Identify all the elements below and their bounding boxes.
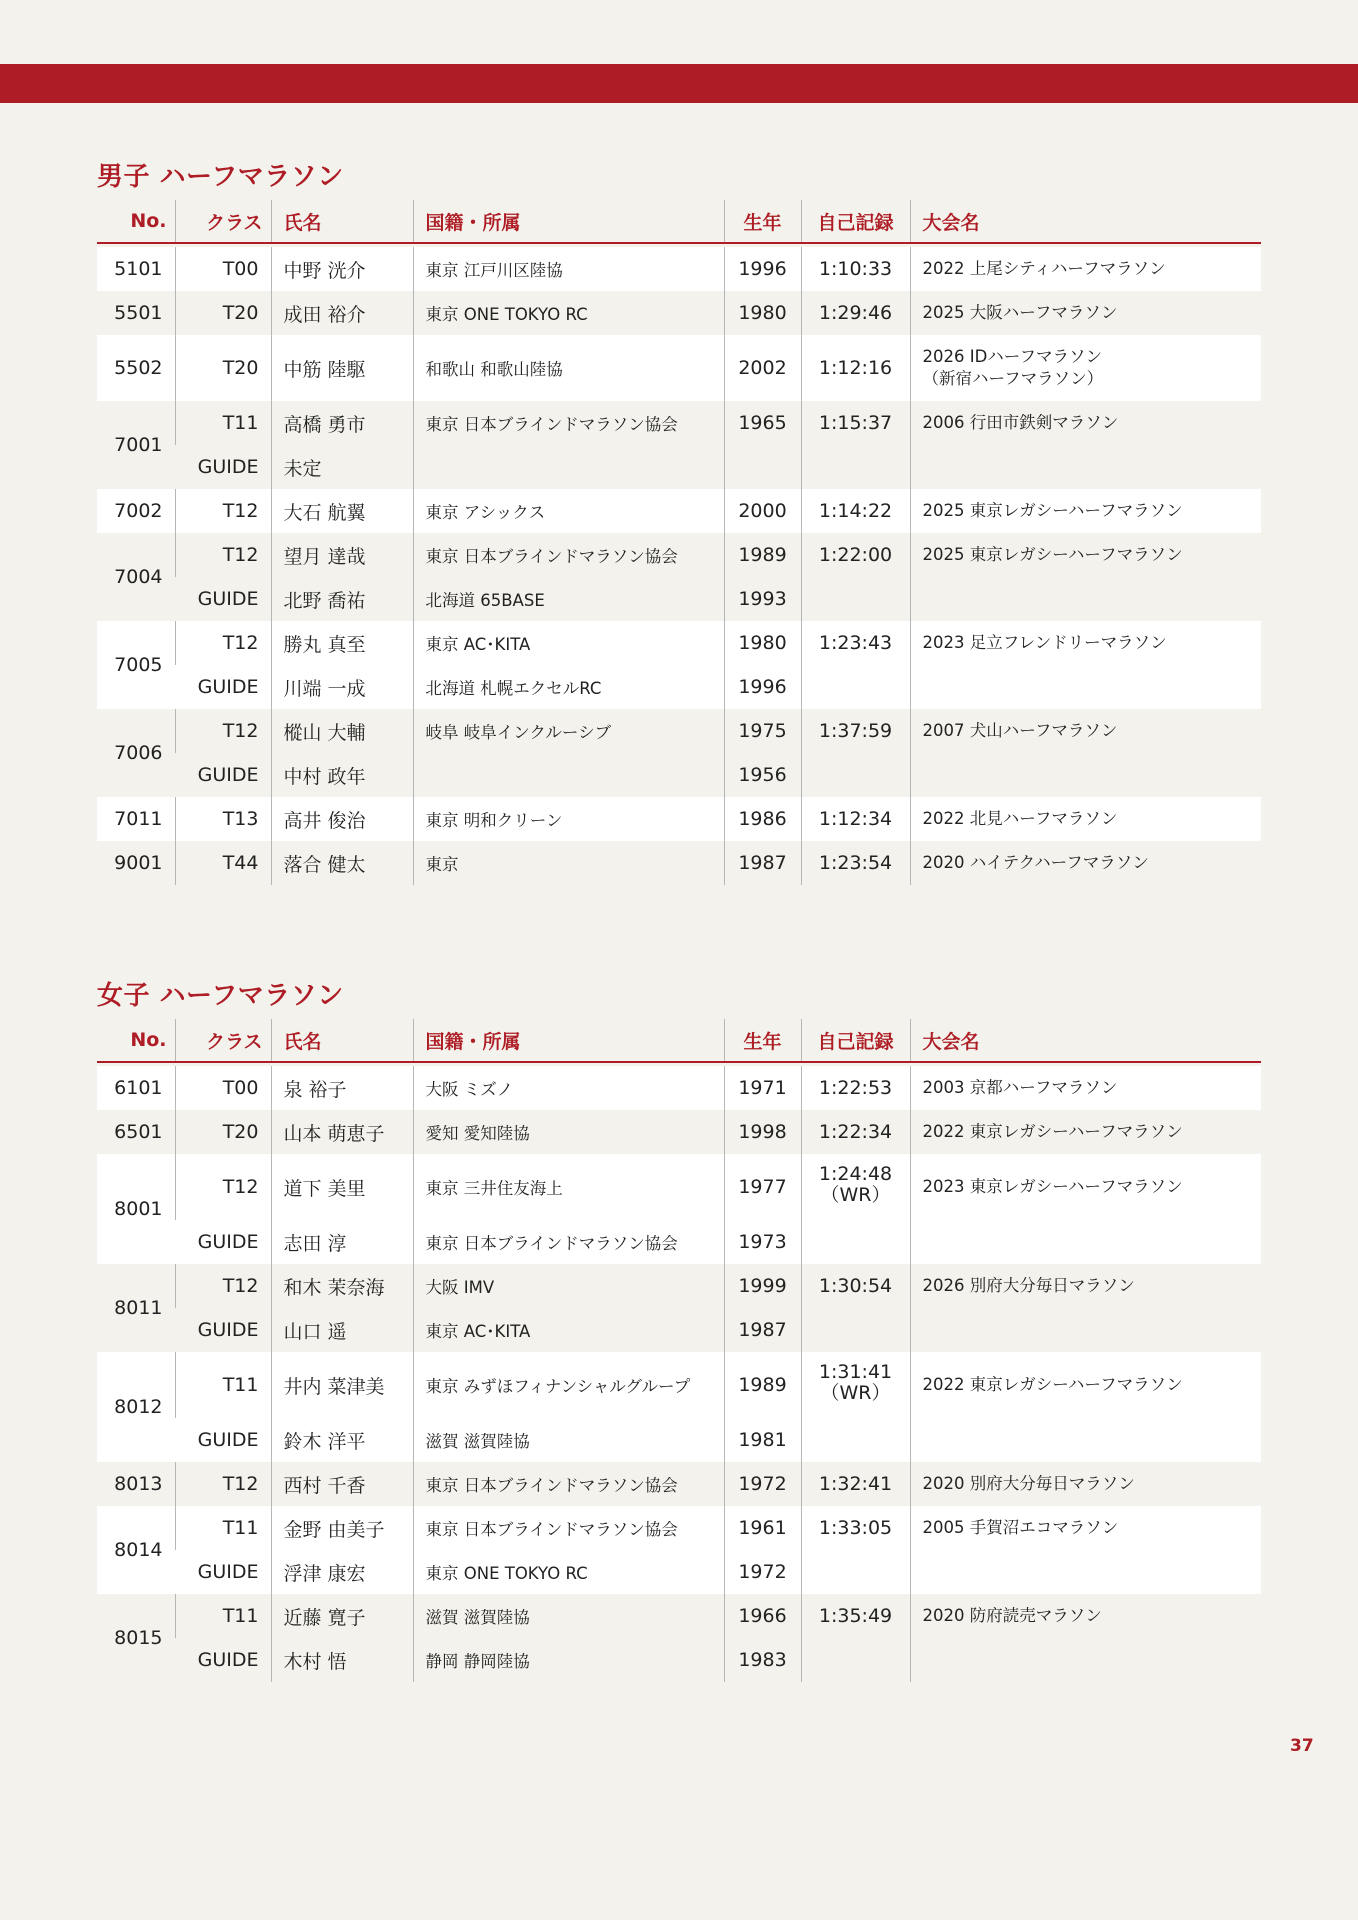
- cell-name: 大石 航翼: [271, 489, 413, 533]
- table-row: [97, 1264, 1261, 1308]
- header-year: 生年: [724, 200, 801, 243]
- cell-no: 6501: [97, 1110, 175, 1154]
- cell-year: 1993: [724, 577, 801, 621]
- cell-record: 1:31:41 （WR）: [801, 1352, 910, 1418]
- cell-no: 6101: [97, 1066, 175, 1110]
- table-row: [97, 1418, 1261, 1462]
- entry-group: [97, 1110, 1261, 1154]
- cell-record: 1:12:34: [801, 797, 910, 841]
- cell-record: 1:23:54: [801, 841, 910, 885]
- cell-affiliation: 岐阜 岐阜インクルーシブ: [413, 709, 724, 753]
- table-row: [97, 1220, 1261, 1264]
- table-row: [97, 401, 1261, 445]
- cell-event: 2007 犬山ハーフマラソン: [910, 709, 1261, 753]
- cell-year: 1975: [724, 709, 801, 753]
- entry-group: [97, 1154, 1261, 1264]
- cell-year: 1980: [724, 291, 801, 335]
- cell-no: 5501: [97, 291, 175, 335]
- cell-year: 1972: [724, 1550, 801, 1594]
- cell-year: 1986: [724, 797, 801, 841]
- cell-year: 1956: [724, 753, 801, 797]
- cell-year: 1965: [724, 401, 801, 445]
- header-year: 生年: [724, 1019, 801, 1062]
- table-header-row: [97, 1019, 1261, 1062]
- cell-affiliation: 東京 日本ブラインドマラソン協会: [413, 1506, 724, 1550]
- cell-year: 1983: [724, 1638, 801, 1682]
- cell-class: T12: [175, 1154, 271, 1220]
- table-row: [97, 841, 1261, 885]
- cell-record: [801, 1220, 910, 1264]
- cell-year: 1996: [724, 665, 801, 709]
- header-affiliation: 国籍・所属: [413, 1019, 724, 1062]
- cell-affiliation: 愛知 愛知陸協: [413, 1110, 724, 1154]
- entry-group: [97, 621, 1261, 709]
- cell-affiliation: 東京 江戸川区陸協: [413, 247, 724, 291]
- entry-group: [97, 1594, 1261, 1682]
- table-row: [97, 753, 1261, 797]
- cell-record: 1:32:41: [801, 1462, 910, 1506]
- men-table: [97, 200, 1261, 885]
- cell-record: [801, 1418, 910, 1462]
- cell-affiliation: 東京 明和クリーン: [413, 797, 724, 841]
- cell-event: [910, 445, 1261, 489]
- cell-record: 1:24:48 （WR）: [801, 1154, 910, 1220]
- cell-event: [910, 1550, 1261, 1594]
- cell-year: [724, 445, 801, 489]
- cell-event: 2006 行田市鉄剣マラソン: [910, 401, 1261, 445]
- cell-event: 2022 東京レガシーハーフマラソン: [910, 1352, 1261, 1418]
- cell-event: 2003 京都ハーフマラソン: [910, 1066, 1261, 1110]
- cell-affiliation: 東京 日本ブラインドマラソン協会: [413, 533, 724, 577]
- cell-name: 高井 俊治: [271, 797, 413, 841]
- cell-event: 2020 防府読売マラソン: [910, 1594, 1261, 1638]
- cell-year: 1989: [724, 533, 801, 577]
- table-row: [97, 1462, 1261, 1506]
- cell-no: 7001: [97, 401, 175, 489]
- header-no: No.: [97, 200, 175, 243]
- header-name: 氏名: [271, 200, 413, 243]
- entry-group: [97, 1462, 1261, 1506]
- table-row: [97, 1066, 1261, 1110]
- cell-affiliation: 北海道 65BASE: [413, 577, 724, 621]
- cell-name: 中村 政年: [271, 753, 413, 797]
- entry-group: [97, 841, 1261, 885]
- cell-class: GUIDE: [175, 1220, 271, 1264]
- cell-class: GUIDE: [175, 1418, 271, 1462]
- cell-affiliation: 東京 AC･KITA: [413, 1308, 724, 1352]
- cell-name: 川端 一成: [271, 665, 413, 709]
- cell-year: 1966: [724, 1594, 801, 1638]
- table-row: [97, 1594, 1261, 1638]
- header-no: No.: [97, 1019, 175, 1062]
- cell-class: GUIDE: [175, 1638, 271, 1682]
- cell-event: 2020 別府大分毎日マラソン: [910, 1462, 1261, 1506]
- entry-group: [97, 401, 1261, 489]
- cell-record: [801, 445, 910, 489]
- cell-class: T20: [175, 335, 271, 401]
- entry-group: [97, 533, 1261, 621]
- cell-no: 7011: [97, 797, 175, 841]
- cell-class: T20: [175, 1110, 271, 1154]
- cell-class: T44: [175, 841, 271, 885]
- cell-no: 8014: [97, 1506, 175, 1594]
- cell-class: T12: [175, 1264, 271, 1308]
- cell-year: 1981: [724, 1418, 801, 1462]
- cell-name: 樅山 大輔: [271, 709, 413, 753]
- table-row: [97, 335, 1261, 401]
- cell-class: T12: [175, 489, 271, 533]
- cell-affiliation: [413, 753, 724, 797]
- cell-affiliation: 東京 日本ブラインドマラソン協会: [413, 1220, 724, 1264]
- cell-year: 1987: [724, 1308, 801, 1352]
- entry-group: [97, 489, 1261, 533]
- cell-affiliation: 東京 日本ブラインドマラソン協会: [413, 1462, 724, 1506]
- cell-no: 8011: [97, 1264, 175, 1352]
- cell-class: GUIDE: [175, 1308, 271, 1352]
- cell-class: T00: [175, 247, 271, 291]
- women-table: [97, 1019, 1261, 1682]
- entry-group: [97, 709, 1261, 797]
- cell-class: GUIDE: [175, 445, 271, 489]
- cell-name: 井内 菜津美: [271, 1352, 413, 1418]
- cell-event: 2025 東京レガシーハーフマラソン: [910, 489, 1261, 533]
- cell-name: 中野 洸介: [271, 247, 413, 291]
- cell-class: T00: [175, 1066, 271, 1110]
- cell-year: 1989: [724, 1352, 801, 1418]
- entry-group: [97, 247, 1261, 291]
- cell-no: 8013: [97, 1462, 175, 1506]
- entry-group: [97, 797, 1261, 841]
- cell-no: 7002: [97, 489, 175, 533]
- cell-year: 1998: [724, 1110, 801, 1154]
- cell-name: 中筋 陸駆: [271, 335, 413, 401]
- cell-event: 2022 上尾シティハーフマラソン: [910, 247, 1261, 291]
- cell-name: 志田 淳: [271, 1220, 413, 1264]
- table-row: [97, 577, 1261, 621]
- table-row: [97, 247, 1261, 291]
- cell-record: [801, 753, 910, 797]
- cell-year: 1971: [724, 1066, 801, 1110]
- entry-group: [97, 1352, 1261, 1462]
- table-row: [97, 533, 1261, 577]
- cell-name: 北野 喬祐: [271, 577, 413, 621]
- cell-name: 山本 萌恵子: [271, 1110, 413, 1154]
- cell-record: [801, 665, 910, 709]
- cell-class: T12: [175, 709, 271, 753]
- cell-affiliation: 東京 ONE TOKYO RC: [413, 1550, 724, 1594]
- table-row: [97, 445, 1261, 489]
- cell-event: [910, 1308, 1261, 1352]
- cell-name: 西村 千香: [271, 1462, 413, 1506]
- women-section-title: 女子 ハーフマラソン: [97, 981, 344, 1011]
- cell-year: 1980: [724, 621, 801, 665]
- cell-affiliation: 滋賀 滋賀陸協: [413, 1594, 724, 1638]
- cell-affiliation: 滋賀 滋賀陸協: [413, 1418, 724, 1462]
- entry-group: [97, 335, 1261, 401]
- cell-affiliation: 大阪 IMV: [413, 1264, 724, 1308]
- header-event: 大会名: [910, 200, 1261, 243]
- cell-affiliation: 東京 三井住友海上: [413, 1154, 724, 1220]
- cell-affiliation: 北海道 札幌エクセルRC: [413, 665, 724, 709]
- table-row: [97, 1550, 1261, 1594]
- cell-no: 8015: [97, 1594, 175, 1682]
- cell-event: 2023 足立フレンドリーマラソン: [910, 621, 1261, 665]
- cell-year: 1973: [724, 1220, 801, 1264]
- cell-affiliation: 東京 ONE TOKYO RC: [413, 291, 724, 335]
- cell-name: 道下 美里: [271, 1154, 413, 1220]
- cell-name: 勝丸 真至: [271, 621, 413, 665]
- header-record: 自己記録: [801, 200, 910, 243]
- cell-record: 1:10:33: [801, 247, 910, 291]
- cell-record: 1:23:43: [801, 621, 910, 665]
- entry-group: [97, 1066, 1261, 1110]
- cell-event: [910, 1220, 1261, 1264]
- cell-affiliation: 東京 アシックス: [413, 489, 724, 533]
- cell-name: 高橋 勇市: [271, 401, 413, 445]
- header-record: 自己記録: [801, 1019, 910, 1062]
- men-section-title: 男子 ハーフマラソン: [97, 162, 344, 192]
- cell-event: 2025 東京レガシーハーフマラソン: [910, 533, 1261, 577]
- cell-record: 1:29:46: [801, 291, 910, 335]
- table-row: [97, 1638, 1261, 1682]
- cell-event: [910, 1418, 1261, 1462]
- cell-class: T12: [175, 621, 271, 665]
- cell-no: 5502: [97, 335, 175, 401]
- cell-name: 浮津 康宏: [271, 1550, 413, 1594]
- cell-record: [801, 1550, 910, 1594]
- cell-event: [910, 753, 1261, 797]
- cell-name: 山口 遥: [271, 1308, 413, 1352]
- cell-affiliation: 和歌山 和歌山陸協: [413, 335, 724, 401]
- cell-year: 1987: [724, 841, 801, 885]
- table-row: [97, 1506, 1261, 1550]
- table-row: [97, 709, 1261, 753]
- cell-record: 1:22:00: [801, 533, 910, 577]
- table-header-row: [97, 200, 1261, 243]
- cell-class: T20: [175, 291, 271, 335]
- cell-year: 1961: [724, 1506, 801, 1550]
- cell-name: 金野 由美子: [271, 1506, 413, 1550]
- cell-name: 落合 健太: [271, 841, 413, 885]
- cell-name: 望月 達哉: [271, 533, 413, 577]
- cell-name: 泉 裕子: [271, 1066, 413, 1110]
- cell-no: 8012: [97, 1352, 175, 1462]
- cell-event: 2020 ハイテクハーフマラソン: [910, 841, 1261, 885]
- cell-record: 1:14:22: [801, 489, 910, 533]
- cell-event: 2022 北見ハーフマラソン: [910, 797, 1261, 841]
- cell-record: 1:22:53: [801, 1066, 910, 1110]
- cell-no: 7005: [97, 621, 175, 709]
- table-row: [97, 621, 1261, 665]
- cell-class: T11: [175, 1594, 271, 1638]
- cell-record: [801, 1638, 910, 1682]
- cell-year: 2000: [724, 489, 801, 533]
- cell-no: 9001: [97, 841, 175, 885]
- cell-record: 1:15:37: [801, 401, 910, 445]
- header-class: クラス: [175, 200, 271, 243]
- cell-no: 7006: [97, 709, 175, 797]
- table-row: [97, 1308, 1261, 1352]
- cell-record: 1:12:16: [801, 335, 910, 401]
- cell-record: 1:30:54: [801, 1264, 910, 1308]
- cell-record: 1:22:34: [801, 1110, 910, 1154]
- cell-event: 2026 IDハーフマラソン （新宿ハーフマラソン）: [910, 335, 1261, 401]
- cell-event: [910, 577, 1261, 621]
- cell-record: [801, 577, 910, 621]
- cell-class: T12: [175, 533, 271, 577]
- cell-year: 1977: [724, 1154, 801, 1220]
- cell-affiliation: 東京: [413, 841, 724, 885]
- cell-event: 2023 東京レガシーハーフマラソン: [910, 1154, 1261, 1220]
- cell-name: 近藤 寛子: [271, 1594, 413, 1638]
- cell-class: GUIDE: [175, 665, 271, 709]
- cell-year: 1972: [724, 1462, 801, 1506]
- entry-group: [97, 1506, 1261, 1594]
- cell-affiliation: 静岡 静岡陸協: [413, 1638, 724, 1682]
- cell-class: T11: [175, 401, 271, 445]
- cell-record: 1:33:05: [801, 1506, 910, 1550]
- cell-event: 2022 東京レガシーハーフマラソン: [910, 1110, 1261, 1154]
- header-bar: [0, 64, 1358, 103]
- page-number: 37: [1290, 1736, 1314, 1756]
- header-affiliation: 国籍・所属: [413, 200, 724, 243]
- cell-event: 2026 別府大分毎日マラソン: [910, 1264, 1261, 1308]
- cell-affiliation: 東京 みずほフィナンシャルグループ: [413, 1352, 724, 1418]
- table-row: [97, 291, 1261, 335]
- header-class: クラス: [175, 1019, 271, 1062]
- table-row: [97, 489, 1261, 533]
- cell-name: 成田 裕介: [271, 291, 413, 335]
- cell-no: 7004: [97, 533, 175, 621]
- cell-affiliation: 東京 AC･KITA: [413, 621, 724, 665]
- table-row: [97, 1352, 1261, 1418]
- cell-record: 1:35:49: [801, 1594, 910, 1638]
- cell-event: [910, 665, 1261, 709]
- cell-year: 2002: [724, 335, 801, 401]
- cell-record: [801, 1308, 910, 1352]
- table-row: [97, 1154, 1261, 1220]
- table-row: [97, 797, 1261, 841]
- cell-class: T11: [175, 1352, 271, 1418]
- cell-event: [910, 1638, 1261, 1682]
- cell-class: T13: [175, 797, 271, 841]
- cell-name: 未定: [271, 445, 413, 489]
- cell-class: GUIDE: [175, 753, 271, 797]
- cell-affiliation: [413, 445, 724, 489]
- cell-no: 8001: [97, 1154, 175, 1264]
- cell-name: 木村 悟: [271, 1638, 413, 1682]
- entry-group: [97, 1264, 1261, 1352]
- entry-group: [97, 291, 1261, 335]
- cell-no: 5101: [97, 247, 175, 291]
- cell-year: 1996: [724, 247, 801, 291]
- table-row: [97, 665, 1261, 709]
- cell-class: T12: [175, 1462, 271, 1506]
- cell-class: GUIDE: [175, 577, 271, 621]
- header-name: 氏名: [271, 1019, 413, 1062]
- table-row: [97, 1110, 1261, 1154]
- cell-class: GUIDE: [175, 1550, 271, 1594]
- cell-affiliation: 東京 日本ブラインドマラソン協会: [413, 401, 724, 445]
- cell-name: 和木 茉奈海: [271, 1264, 413, 1308]
- cell-name: 鈴木 洋平: [271, 1418, 413, 1462]
- cell-year: 1999: [724, 1264, 801, 1308]
- cell-class: T11: [175, 1506, 271, 1550]
- cell-affiliation: 大阪 ミズノ: [413, 1066, 724, 1110]
- header-event: 大会名: [910, 1019, 1261, 1062]
- cell-event: 2005 手賀沼エコマラソン: [910, 1506, 1261, 1550]
- cell-record: 1:37:59: [801, 709, 910, 753]
- cell-event: 2025 大阪ハーフマラソン: [910, 291, 1261, 335]
